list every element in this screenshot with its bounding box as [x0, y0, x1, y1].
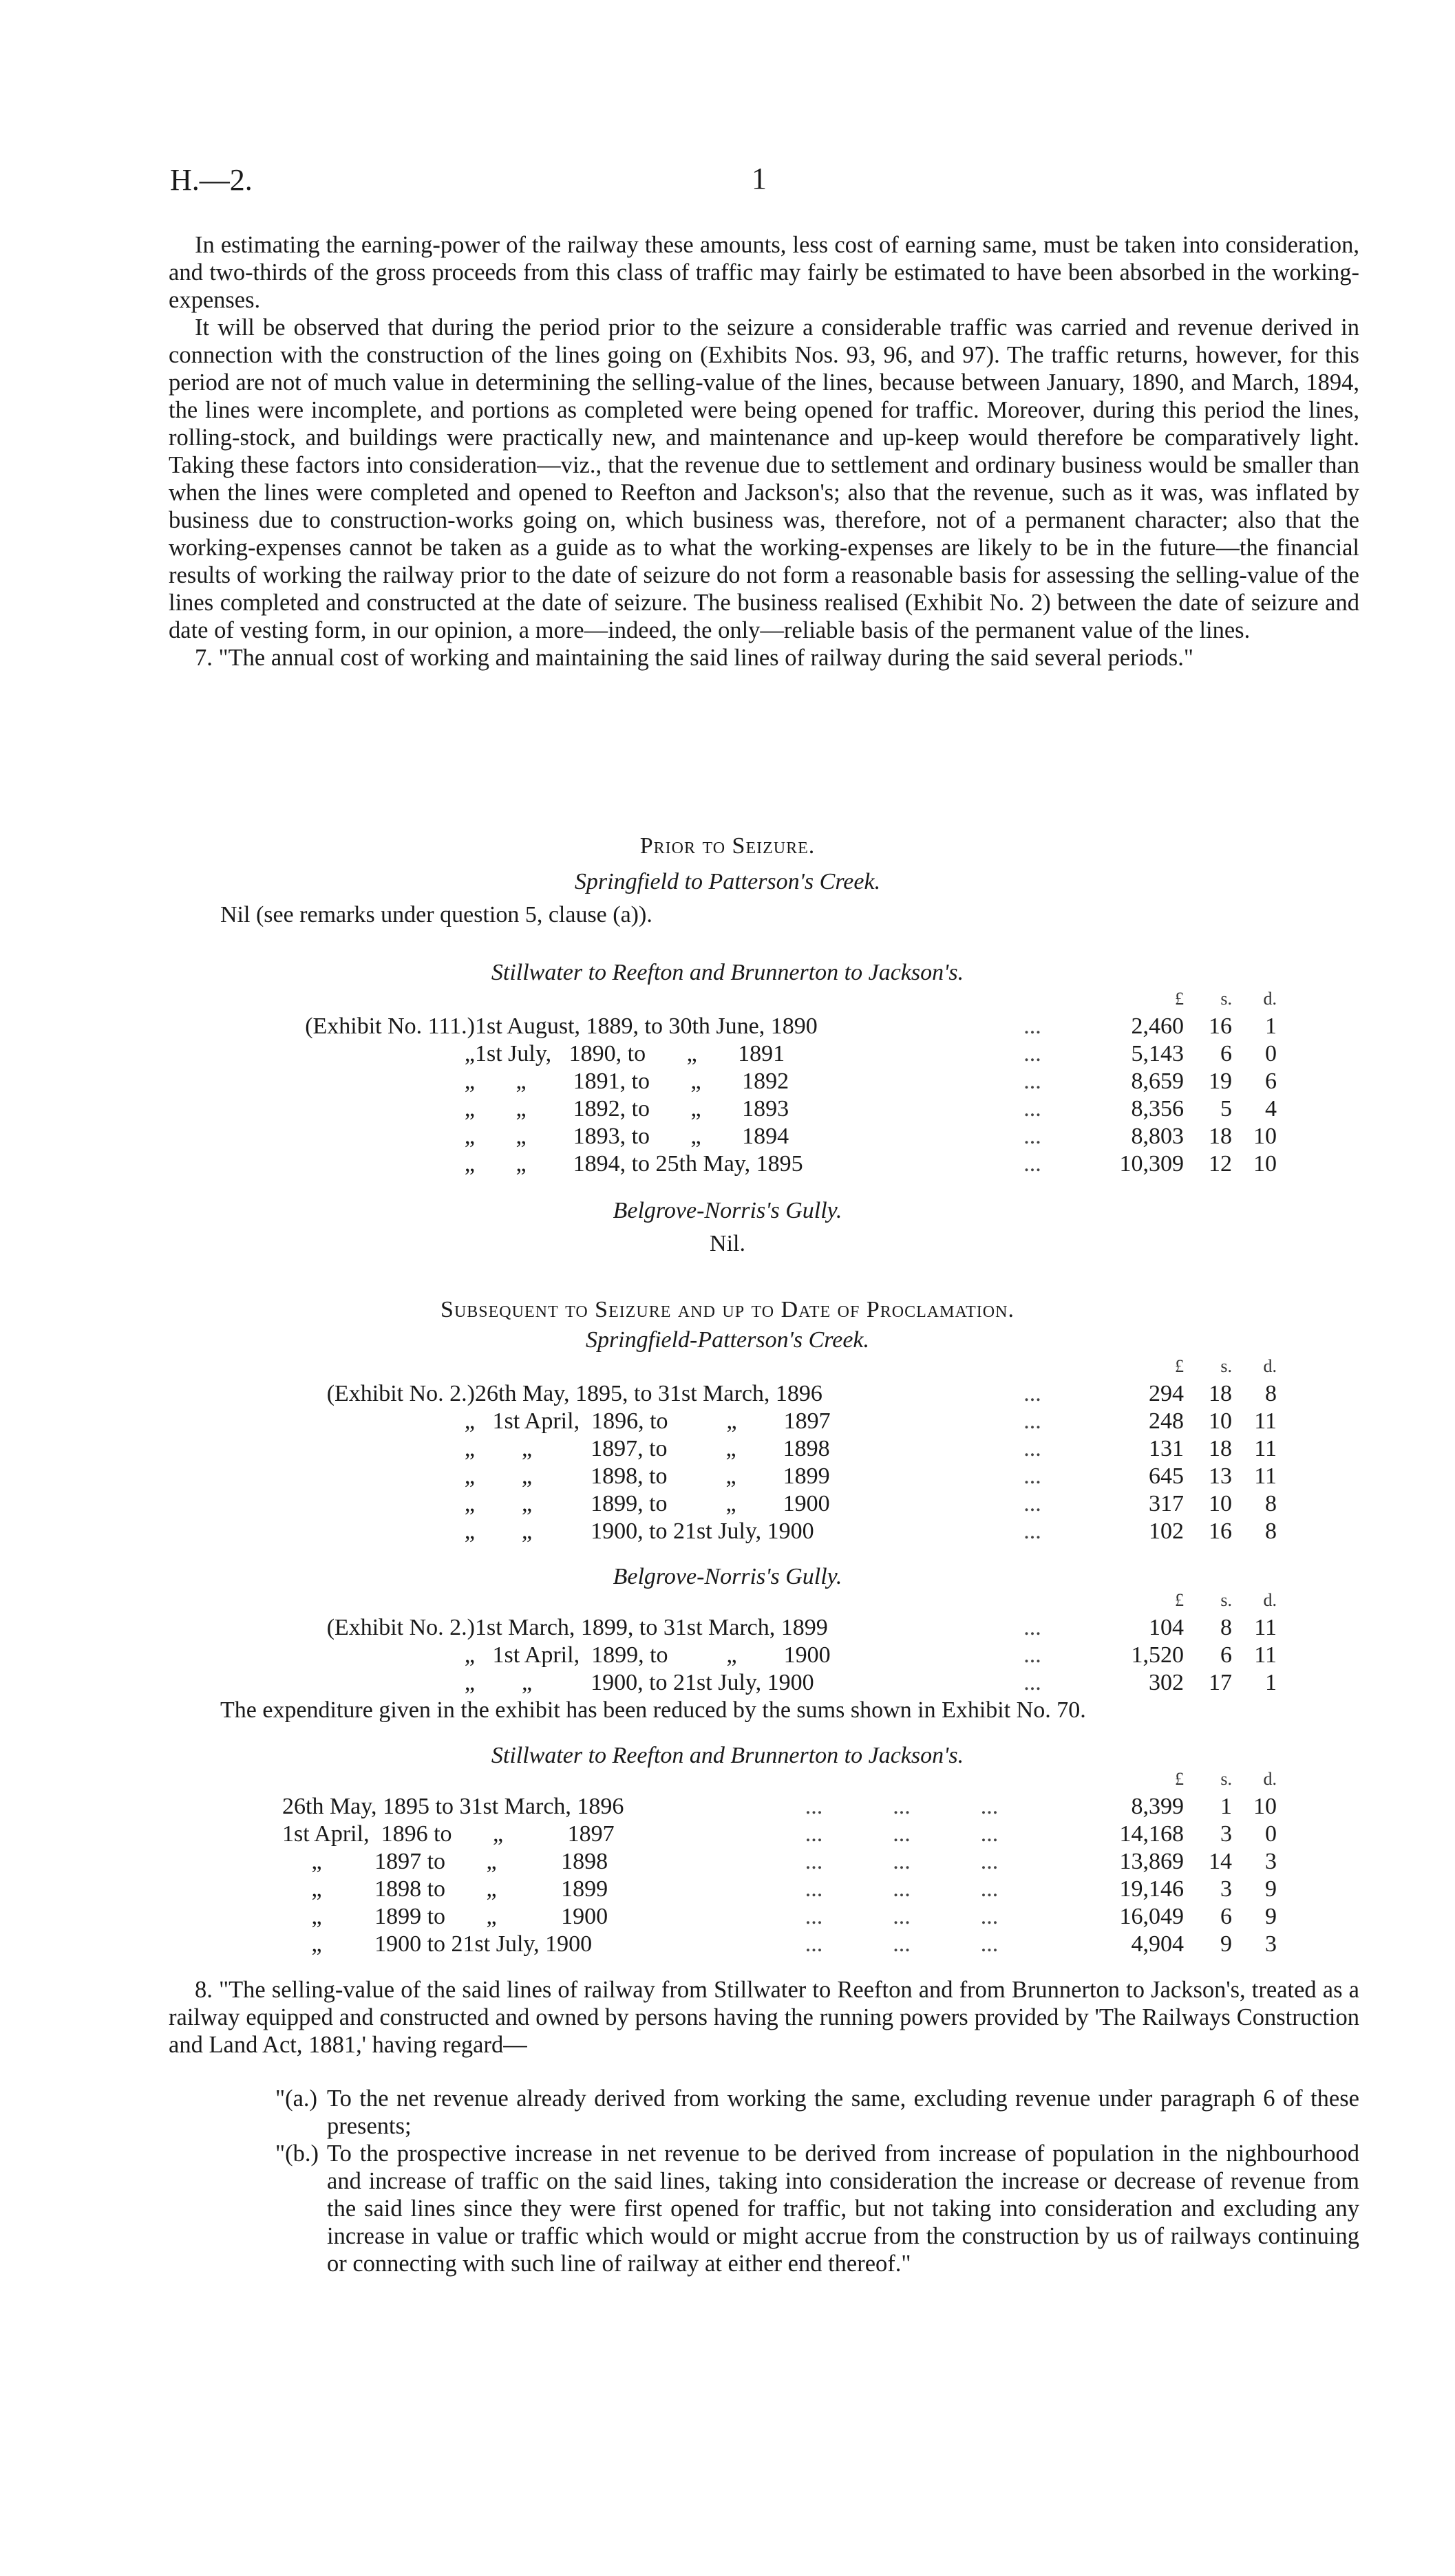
leader-dots: ... ... ... [805, 1876, 999, 1902]
table-row [275, 1518, 1277, 1545]
shillings-value: 10 [1209, 1408, 1232, 1434]
period-label: „ 1899, to „ 1900 [475, 1491, 830, 1516]
period-label: 1st March, 1899, to 31st March, 1899 [475, 1615, 828, 1640]
shillings-value: 18 [1209, 1124, 1232, 1149]
question-8 [169, 1976, 1359, 2059]
exhibit-reference: „ [464, 1041, 475, 1066]
shillings-value: 3 [1220, 1821, 1232, 1847]
period-label: 1st July, 1890, to „ 1891 [475, 1041, 785, 1066]
prior-springfield-nil: Nil (see remarks under question 5, clause (a)). [220, 902, 652, 927]
shillings-value: 6 [1220, 1904, 1232, 1929]
pence-value: 1 [1265, 1013, 1277, 1039]
intro-text [169, 231, 1359, 672]
shillings-value: 1 [1220, 1794, 1232, 1819]
exhibit-reference: „ [464, 1124, 475, 1149]
subsequent-stillwater-table [275, 1765, 1277, 1958]
subsequent-springfield-table [275, 1353, 1277, 1545]
pence-value: 11 [1254, 1408, 1277, 1434]
pounds-value: 16,049 [1119, 1904, 1184, 1929]
leader-dots: ... [1023, 1491, 1041, 1516]
table-row [275, 1068, 1277, 1095]
period-label: „ 1897 to „ 1898 [282, 1849, 608, 1874]
exhibit-reference: (Exhibit No. 111.) [305, 1013, 475, 1039]
shillings-value: 18 [1209, 1381, 1232, 1406]
clause-b [275, 2140, 1359, 2277]
leader-dots: ... [1023, 1069, 1041, 1094]
shillings-value: 13 [1209, 1463, 1232, 1489]
leader-dots: ... ... ... [805, 1904, 999, 1929]
pence-unit: d. [1263, 989, 1277, 1009]
pounds-unit: £ [1175, 989, 1184, 1009]
pounds-value: 104 [1149, 1615, 1184, 1640]
subsequent-heading: Subsequent to Seizure and up to Date of Proclamation. [440, 1297, 1015, 1322]
pence-value: 8 [1265, 1518, 1277, 1544]
period-label: „ 1900, to 21st July, 1900 [475, 1518, 814, 1544]
pence-value: 10 [1253, 1151, 1277, 1177]
table-row [275, 1669, 1277, 1697]
period-label: „ 1899 to „ 1900 [282, 1904, 608, 1929]
table-row [275, 1408, 1277, 1435]
shillings-value: 16 [1209, 1518, 1232, 1544]
leader-dots: ... [1023, 1670, 1041, 1695]
exhibit-reference [275, 1821, 282, 1848]
pounds-value: 8,399 [1131, 1794, 1184, 1819]
table-row [275, 1903, 1277, 1931]
pounds-value: 1,520 [1131, 1642, 1184, 1668]
pounds-value: 131 [1149, 1436, 1184, 1461]
pounds-value: 317 [1149, 1491, 1184, 1516]
pounds-value: 8,356 [1131, 1096, 1184, 1121]
exhibit-reference: „ [464, 1491, 475, 1516]
shillings-value: 8 [1220, 1615, 1232, 1640]
pence-unit: d. [1263, 1769, 1277, 1789]
clause-a [275, 2085, 1359, 2140]
table-row [275, 1848, 1277, 1876]
subsequent-stillwater-title: Stillwater to Reefton and Brunnerton to Jackson's. [491, 1743, 964, 1768]
pounds-value: 645 [1149, 1463, 1184, 1489]
pounds-unit: £ [1175, 1356, 1184, 1376]
pence-value: 10 [1253, 1124, 1277, 1149]
table-row [275, 1642, 1277, 1669]
leader-dots: ... [1023, 1436, 1041, 1461]
pounds-value: 13,869 [1119, 1849, 1184, 1874]
pounds-value: 2,460 [1131, 1013, 1184, 1039]
period-label: 26th May, 1895 to 31st March, 1896 [282, 1794, 624, 1819]
paragraph-traffic-observation: It will be observed that during the period prior to the seizure a considerable traffic was carried and revenue derived in connection with the construction of the lines going on (Exhibits Nos. 93, 96, and 97). The traffic returns, however, for this period are not of much value in determining the selling-value of the lines, because between January, 1890, and March, 1894, the lines were incomplete, and portions as completed were being opened for traffic. Moreover, during this period the lines, rolling-stock, and buildings were practically new, and maintenance and up-keep would therefore be comparatively light. Taking these factors into consideration—viz., that the revenue due to settlement and ordinary business would be smaller than when the lines were completed and opened to Reefton and Jackson's; also that the revenue, such as it was, was inflated by business due to construction-works going on, which business was, therefore, not of a permanent character; also that the working-expenses cannot be taken as a guide as to what the working-expenses are likely to be in the future—the financial results of working the railway prior to the date of seizure do not form a reasonable basis for assessing the selling-value of the lines completed and constructed at the date of seizure. The business realised (Exhibit No. 2) between the date of seizure and date of vesting form, in our opinion, a more—indeed, the only—reliable basis of the permanent value of the lines. [169, 314, 1359, 643]
pounds-value: 294 [1149, 1381, 1184, 1406]
exhibit-reference: „ [464, 1436, 475, 1461]
table-row [275, 1793, 1277, 1821]
pence-value: 9 [1265, 1876, 1277, 1902]
shillings-unit: s. [1220, 1356, 1232, 1376]
shillings-value: 9 [1220, 1931, 1232, 1957]
exhibit-reference: „ [464, 1518, 475, 1544]
prior-stillwater-title: Stillwater to Reefton and Brunnerton to Jackson's. [491, 960, 964, 985]
exhibit-reference: (Exhibit No. 2.) [326, 1615, 475, 1640]
period-label: 1st April, 1896 to „ 1897 [282, 1821, 615, 1847]
pence-value: 0 [1265, 1041, 1277, 1066]
shillings-unit: s. [1220, 1590, 1232, 1610]
leader-dots: ... [1023, 1463, 1041, 1489]
period-label: „ 1892, to „ 1893 [475, 1096, 789, 1121]
table-row [275, 1095, 1277, 1123]
pounds-value: 8,659 [1131, 1069, 1184, 1094]
pence-value: 11 [1254, 1463, 1277, 1489]
exhibit-reference: „ [464, 1463, 475, 1489]
pence-value: 6 [1265, 1069, 1277, 1094]
leader-dots: ... [1023, 1124, 1041, 1149]
period-label: „ 1894, to 25th May, 1895 [475, 1151, 803, 1177]
paragraph-question-7: 7. "The annual cost of working and maintaining the said lines of railway during the said several periods." [195, 645, 1193, 671]
period-label: „ 1900 to 21st July, 1900 [282, 1931, 593, 1957]
pence-value: 3 [1265, 1849, 1277, 1874]
shillings-value: 5 [1220, 1096, 1232, 1121]
currency-units-row [275, 985, 1277, 1013]
pounds-unit: £ [1175, 1769, 1184, 1789]
shillings-value: 16 [1209, 1013, 1232, 1039]
pounds-value: 102 [1149, 1518, 1184, 1544]
shillings-value: 6 [1220, 1642, 1232, 1668]
prior-stillwater-table [275, 985, 1277, 1178]
subsequent-springfield-title: Springfield-Patterson's Creek. [585, 1327, 870, 1353]
shillings-value: 3 [1220, 1876, 1232, 1902]
period-label: „ 1898, to „ 1899 [475, 1463, 830, 1489]
pounds-value: 248 [1149, 1408, 1184, 1434]
leader-dots: ... ... ... [805, 1849, 999, 1874]
period-label: „ 1891, to „ 1892 [475, 1069, 789, 1094]
pounds-value: 8,803 [1131, 1124, 1184, 1149]
pence-unit: d. [1263, 1590, 1277, 1610]
exhibit-reference [275, 1793, 282, 1821]
pounds-unit: £ [1175, 1590, 1184, 1610]
leader-dots: ... ... ... [805, 1931, 999, 1957]
subsequent-belgrove-table [275, 1587, 1277, 1697]
document-reference: H.—2. [170, 163, 253, 197]
leader-dots: ... [1023, 1408, 1041, 1434]
exhibit-reference [275, 1876, 282, 1903]
shillings-value: 12 [1209, 1151, 1232, 1177]
table-row [275, 1614, 1277, 1642]
exhibit-reference: „ [464, 1642, 475, 1668]
prior-springfield-title: Springfield to Patterson's Creek. [574, 869, 881, 894]
exhibit-reference [275, 1903, 282, 1931]
table-row [275, 1013, 1277, 1040]
period-label: 1st August, 1889, to 30th June, 1890 [475, 1013, 818, 1039]
shillings-unit: s. [1220, 1769, 1232, 1789]
leader-dots: ... [1023, 1013, 1041, 1039]
clause-b-text: To the prospective increase in net revenue to be derived from increase of population in the nighbourhood and increase of traffic on the said lines, taking into consideration the increase or decrease of revenue from the said lines since they were first opened for traffic, but not taking into consideration and excluding any increase in value or traffic which would or might accrue from the construction by us of railways continuing or connecting with such line of railway at either end thereof." [327, 2140, 1359, 2277]
pence-value: 8 [1265, 1381, 1277, 1406]
leader-dots: ... [1023, 1615, 1041, 1640]
table-row [275, 1876, 1277, 1903]
clause-a-text: To the net revenue already derived from working the same, excluding revenue under paragraph 6 of these presents; [327, 2085, 1359, 2139]
pence-value: 11 [1254, 1436, 1277, 1461]
table-row [275, 1490, 1277, 1518]
table-row [275, 1931, 1277, 1958]
pence-value: 3 [1265, 1931, 1277, 1957]
leader-dots: ... [1023, 1381, 1041, 1406]
period-label: 26th May, 1895, to 31st March, 1896 [475, 1381, 822, 1406]
leader-dots: ... ... ... [805, 1821, 999, 1847]
pounds-value: 4,904 [1131, 1931, 1184, 1957]
exhibit-reference: „ [464, 1408, 475, 1434]
shillings-unit: s. [1220, 989, 1232, 1009]
period-label: 1st April, 1899, to „ 1900 [475, 1642, 831, 1668]
table-row [275, 1040, 1277, 1068]
exhibit-reference [275, 1848, 282, 1876]
table-row [275, 1380, 1277, 1408]
pence-value: 4 [1265, 1096, 1277, 1121]
leader-dots: ... [1023, 1096, 1041, 1121]
table-row [275, 1150, 1277, 1178]
paragraph-earning-power: In estimating the earning-power of the railway these amounts, less cost of earning same, must be taken into consideration, and two-thirds of the gross proceeds from this class of traffic may fairly be estimated to have been absorbed in the working-expenses. [169, 232, 1359, 313]
prior-belgrove-nil: Nil. [710, 1231, 745, 1256]
pence-value: 1 [1265, 1670, 1277, 1695]
table-row [275, 1435, 1277, 1463]
clause-b-label: "(b.) [275, 2140, 319, 2167]
exhibit-reference [275, 1931, 282, 1958]
page-number: 1 [752, 162, 767, 195]
pounds-value: 10,309 [1119, 1151, 1184, 1177]
pence-unit: d. [1263, 1356, 1277, 1376]
prior-heading: Prior to Seizure. [639, 833, 816, 859]
exhibit-reference: „ [464, 1151, 475, 1177]
table-row [275, 1821, 1277, 1848]
question-8-text: 8. "The selling-value of the said lines of railway from Stillwater to Reefton and from Brunnerton to Jackson's, treated as a railway equipped and constructed and owned by persons having the running powers provided by 'The Railways Construction and Land Act, 1881,' having regard— [169, 1977, 1359, 2058]
period-label: „ 1893, to „ 1894 [475, 1124, 789, 1149]
pounds-value: 302 [1149, 1670, 1184, 1695]
expenditure-note: The expenditure given in the exhibit has been reduced by the sums shown in Exhibit No. 70. [220, 1697, 1086, 1723]
leader-dots: ... ... ... [805, 1794, 999, 1819]
shillings-value: 18 [1209, 1436, 1232, 1461]
shillings-value: 6 [1220, 1041, 1232, 1066]
leader-dots: ... [1023, 1518, 1041, 1544]
period-label: „ 1898 to „ 1899 [282, 1876, 608, 1902]
table-row [275, 1463, 1277, 1490]
exhibit-reference: „ [464, 1670, 475, 1695]
period-label: „ 1897, to „ 1898 [475, 1436, 830, 1461]
shillings-value: 10 [1209, 1491, 1232, 1516]
exhibit-reference: „ [464, 1069, 475, 1094]
exhibit-reference: (Exhibit No. 2.) [326, 1381, 475, 1406]
currency-units-row [275, 1587, 1277, 1614]
pence-value: 11 [1254, 1615, 1277, 1640]
period-label: „ 1900, to 21st July, 1900 [475, 1670, 814, 1695]
leader-dots: ... [1023, 1041, 1041, 1066]
pence-value: 9 [1265, 1904, 1277, 1929]
pounds-value: 14,168 [1119, 1821, 1184, 1847]
leader-dots: ... [1023, 1151, 1041, 1177]
period-label: 1st April, 1896, to „ 1897 [475, 1408, 831, 1434]
pence-value: 10 [1253, 1794, 1277, 1819]
pence-value: 8 [1265, 1491, 1277, 1516]
exhibit-reference: „ [464, 1096, 475, 1121]
shillings-value: 19 [1209, 1069, 1232, 1094]
leader-dots: ... [1023, 1642, 1041, 1668]
pence-value: 11 [1254, 1642, 1277, 1668]
table-row [275, 1123, 1277, 1150]
pounds-value: 5,143 [1131, 1041, 1184, 1066]
shillings-value: 17 [1209, 1670, 1232, 1695]
subsequent-belgrove-title: Belgrove-Norris's Gully. [613, 1564, 842, 1589]
shillings-value: 14 [1209, 1849, 1232, 1874]
pounds-value: 19,146 [1119, 1876, 1184, 1902]
prior-belgrove-title: Belgrove-Norris's Gully. [613, 1198, 842, 1223]
clause-a-label: "(a.) [275, 2085, 317, 2112]
currency-units-row [275, 1765, 1277, 1793]
currency-units-row [275, 1353, 1277, 1380]
pence-value: 0 [1265, 1821, 1277, 1847]
